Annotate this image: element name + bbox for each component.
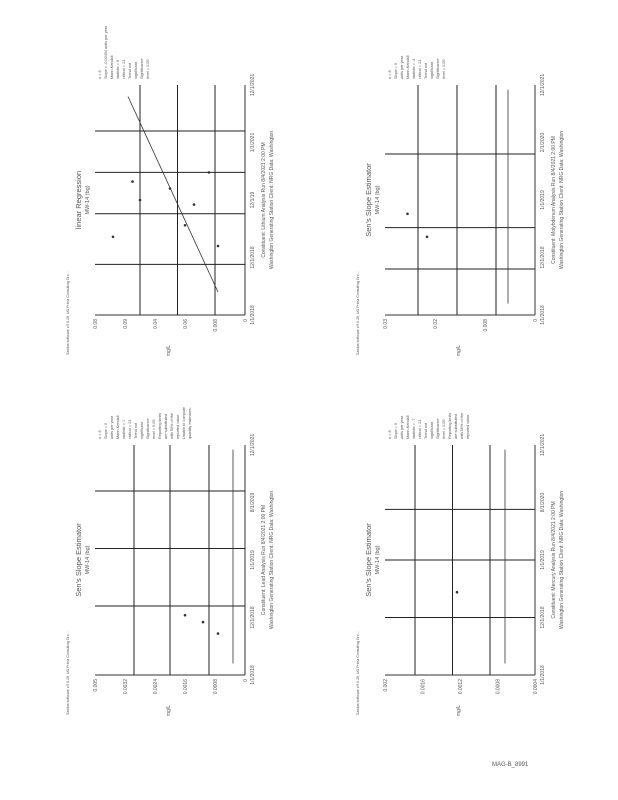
- y-tick-label: 0.008: [483, 319, 489, 332]
- chart-footer-line: Constituent: Lithium Analysis Run 8/4/2021 2:00 PM: [261, 142, 267, 258]
- data-point: [193, 203, 196, 206]
- chart-footer-line: Washington Generating Station Client: NRG Data: Washington: [559, 130, 565, 270]
- y-tick-label: 0.0016: [183, 679, 189, 695]
- software-note: Sanitas software v.9.6.28, UG Prima Consulting Gro...: [66, 271, 70, 355]
- software-note: Sanitas software v.9.6.28, UG Prima Consulting Gro...: [66, 631, 70, 715]
- data-point: [456, 591, 459, 594]
- data-point: [139, 199, 142, 202]
- data-point: [217, 632, 220, 635]
- data-point: [184, 614, 187, 617]
- legend-line: are substituted: [164, 414, 168, 439]
- x-tick-label: 12/1/2018: [250, 606, 256, 629]
- x-tick-label: 1/1/2021: [250, 132, 256, 153]
- y-tick-label: 0.0016: [420, 679, 427, 695]
- x-tick-label: 1/1/2019: [540, 550, 546, 570]
- data-point: [131, 180, 134, 183]
- y-axis-label: mg/L: [456, 705, 462, 717]
- legend-line: critical = 23: [418, 59, 422, 79]
- chart-panel-4: [356, 413, 565, 716]
- x-tick-label: 1/1/2018: [540, 305, 546, 325]
- legend-line: units per year: [400, 415, 404, 439]
- legend-line: Significance: [436, 58, 440, 79]
- y-tick-label: 0.0004: [533, 679, 539, 695]
- legend-line: Mann-Kendall: [116, 415, 120, 439]
- y-axis-label: mg/L: [166, 345, 172, 357]
- software-note: Sanitas software v.9.6.28, UG Prima Consulting Gro...: [356, 271, 360, 355]
- y-tick-label: 0.02: [433, 319, 439, 329]
- y-tick-label: 0.002: [383, 679, 389, 692]
- legend-line: Trend not: [134, 422, 138, 439]
- legend-line: statistic = 6: [116, 59, 120, 79]
- y-axis-label: mg/L: [456, 345, 462, 357]
- legend-line: units per year: [400, 55, 404, 79]
- x-tick-label: 1/1/2019: [250, 550, 256, 570]
- legend-line: with 50% of the: [460, 413, 464, 439]
- chart-subtitle: MW-14 (bg): [375, 545, 381, 575]
- x-tick-label: 1/1/2018: [540, 665, 546, 685]
- legend-line: Mann-Kendall: [406, 55, 410, 79]
- y-tick-label: 0.0032: [123, 679, 129, 695]
- legend-line: level = 0.05: [152, 419, 156, 439]
- legend-line: n = 8: [98, 70, 102, 79]
- data-point: [202, 621, 205, 624]
- chart-title: Sen's Slope Estimator: [364, 523, 373, 597]
- legend-line: critical = 23: [128, 419, 132, 439]
- legend-line: Slope = 0: [394, 422, 398, 439]
- x-tick-label: 8/1/2019: [250, 492, 256, 513]
- data-point: [426, 236, 429, 239]
- chart-subtitle: MW-14 (bg): [375, 185, 381, 215]
- legend-line: significant: [430, 62, 434, 79]
- data-point: [406, 213, 409, 216]
- data-point: [208, 171, 211, 174]
- legend-line: Slope = 0: [394, 62, 398, 79]
- chart-title: linear Regression: [74, 170, 83, 230]
- chart-subtitle: MW-14 (bg): [85, 545, 91, 575]
- chart-panel-3: [66, 407, 275, 716]
- x-tick-label: 12/1/2021: [250, 433, 256, 457]
- legend-line: Significance: [436, 418, 440, 439]
- chart-subtitle: MW-14 (bg): [85, 185, 91, 215]
- legend-line: with 50% of the: [170, 413, 174, 439]
- x-tick-label: 1/1/2018: [250, 665, 256, 685]
- legend-line: Unable to compute: [182, 407, 186, 439]
- legend-line: Slope = 0: [104, 422, 108, 439]
- y-tick-label: 0.0008: [495, 679, 502, 695]
- y-tick-label: 0.03: [383, 319, 389, 329]
- x-tick-label: 12/1/2018: [540, 246, 546, 269]
- legend-line: significant: [140, 422, 144, 439]
- legend-line: level = 0.05: [442, 419, 446, 439]
- y-tick-label: 0: [533, 319, 539, 322]
- page-label: MAG-B_8991: [492, 762, 529, 768]
- y-tick-label: 0.04: [153, 319, 159, 329]
- y-tick-label: 0.08: [93, 319, 99, 329]
- legend-line: Trend not: [424, 62, 428, 79]
- chart-footer-line: Constituent: Mercury Analysis Run 8/4/2021 2:00 PM: [551, 501, 557, 619]
- legend-line: critical = 23: [418, 419, 422, 439]
- x-tick-label: 12/1/2018: [540, 606, 546, 629]
- legend-line: Trend not: [128, 62, 132, 79]
- legend-line: critical = 23: [122, 59, 126, 79]
- data-point: [169, 187, 172, 190]
- y-tick-label: 0.0024: [153, 679, 159, 695]
- y-tick-label: 0.005: [93, 679, 99, 692]
- legend-line: statistic = 1: [122, 419, 126, 439]
- legend-line: Mann-Kendall: [110, 55, 114, 79]
- legend-line: n = 8: [98, 430, 102, 439]
- x-tick-label: 12/1/2021: [540, 433, 546, 457]
- chart-footer-line: Washington Generating Station Client: NRG Data: Washington: [269, 490, 275, 630]
- y-tick-label: 0.0008: [213, 679, 219, 695]
- legend-line: Trend not: [424, 422, 428, 439]
- y-tick-label: 0.09: [123, 319, 129, 329]
- y-tick-label: 0: [243, 319, 249, 322]
- legend-line: statistic = -7: [412, 418, 416, 439]
- legend-line: significant: [430, 422, 434, 439]
- legend-line: are substituted: [454, 414, 458, 439]
- legend-line: Significance: [146, 418, 150, 439]
- legend-line: quantity estimates.: [188, 407, 192, 439]
- x-tick-label: 12/1/2018: [250, 246, 256, 269]
- chart-panel-2: [356, 55, 565, 356]
- data-point: [112, 236, 115, 239]
- y-tick-label: 0: [243, 679, 249, 682]
- legend-line: Significance: [140, 58, 144, 79]
- chart-title: Sen's Slope Estimator: [364, 163, 373, 237]
- y-tick-label: 0.008: [213, 319, 219, 332]
- chart-footer-line: Constituent: Lead Analysis Run 8/4/2021 2:00 PM: [261, 504, 267, 616]
- legend-line: statistic = -4: [412, 58, 416, 79]
- y-axis-label: mg/L: [166, 705, 172, 717]
- y-tick-label: 0.06: [183, 319, 189, 329]
- x-tick-label: 12/1/2021: [540, 73, 546, 97]
- x-tick-label: 2/1/2020: [540, 132, 546, 153]
- legend-line: Slope = -0.00494 units per year: [104, 25, 108, 79]
- legend-line: significant: [134, 62, 138, 79]
- legend-line: units per year: [110, 415, 114, 439]
- chart-footer-line: Washington Generating Station Client: NRG Data: Washington: [269, 130, 275, 270]
- x-tick-label: 1/1/2018: [250, 305, 256, 325]
- legend-line: level = 0.05: [146, 59, 150, 79]
- legend-line: Mann-Kendall: [406, 415, 410, 439]
- legend-line: Reporting limits: [448, 412, 452, 439]
- legend-line: level = 0.05: [442, 59, 446, 79]
- chart-footer-line: Constituent: Molybdenum Analysis Run 8/4/2021 2:00 PM: [551, 136, 557, 264]
- legend-line: n = 8: [388, 430, 392, 439]
- y-tick-label: 0.0012: [458, 679, 464, 695]
- x-tick-label: 12/1/19: [250, 191, 256, 209]
- chart-title: Sen's Slope Estimator: [74, 523, 83, 597]
- chart-panel-1: [66, 25, 275, 356]
- trend-line: [128, 97, 218, 293]
- x-tick-label: 8/1/2020: [540, 492, 546, 513]
- chart-footer-line: Washington Generating Station Client: NRG Data: Washington: [559, 490, 565, 630]
- x-tick-label: 12/1/2021: [250, 73, 256, 97]
- x-tick-label: 1/1/2019: [540, 190, 546, 210]
- software-note: Sanitas software v.9.6.28, UG Prima Consulting Gro...: [356, 631, 360, 715]
- legend-line: reported value.: [176, 413, 180, 439]
- legend-line: Reporting limits: [158, 412, 162, 439]
- data-point: [184, 224, 187, 227]
- data-point: [217, 245, 220, 248]
- legend-line: reported value.: [466, 413, 470, 439]
- legend-line: n = 8: [388, 70, 392, 79]
